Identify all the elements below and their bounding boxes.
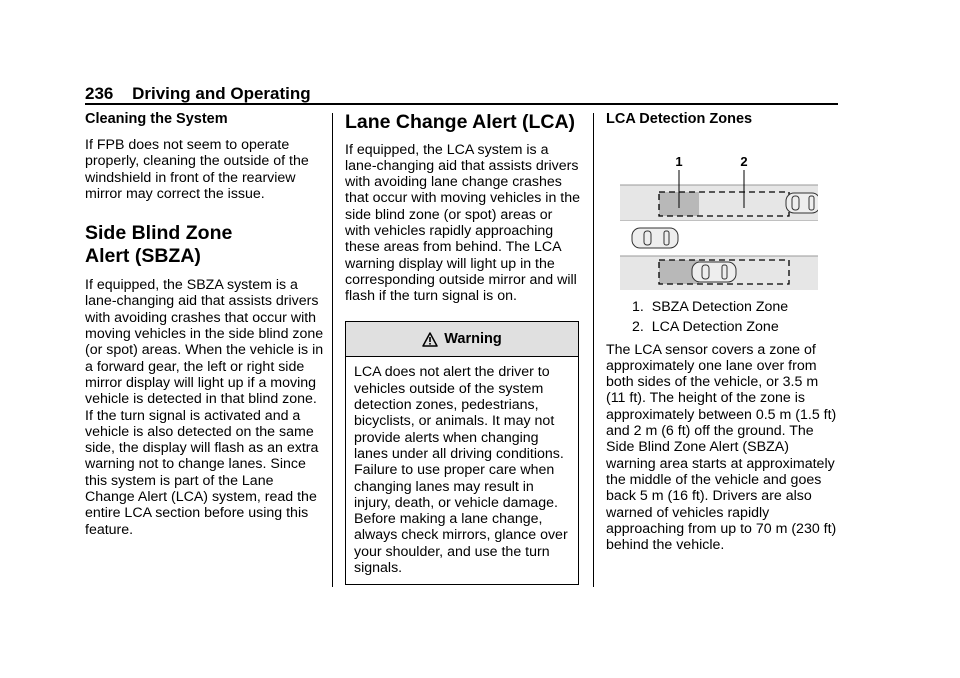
sbza-heading-line2: Alert (SBZA) <box>85 244 201 267</box>
car-top-lane <box>786 193 818 213</box>
callout-2: 2 <box>740 154 748 169</box>
page-number: 236 <box>85 84 114 103</box>
column-divider-2 <box>593 113 594 587</box>
detection-zones-diagram <box>606 146 818 290</box>
zones-legend <box>606 299 841 336</box>
warning-header <box>346 322 578 357</box>
lca-text: If equipped, the LCA system is a lane-changing aid that assists drivers with avoiding lane change crashes that occur with moving vehicles in the side blind zone (or spot) areas or with vehicles rapidly approaching these areas from behind. The LCA warning display will light up in the corresponding outside mirror and will flash if the turn signal is on. <box>345 141 580 305</box>
header-rule <box>85 103 838 105</box>
warning-box <box>345 321 579 585</box>
warning-text: LCA does not alert the driver to vehicles outside of the system detection zones, pedestrians, bicyclists, or animals. It may not provide alerts when changing lanes under all driving conditions. Failure to use proper care when changing lanes may result in injury, death, or vehicle damage. Before making a lane change, always check mirrors, glance over your shoulder, and use the turn signals. <box>354 364 568 577</box>
cleaning-text: If FPB does not seem to operate properly, cleaning the outside of the windshield in front of the rearview mirror may correct the issue. <box>85 137 309 202</box>
detection-zones-svg <box>606 146 818 290</box>
column-1 <box>85 111 325 538</box>
car-host <box>632 228 678 248</box>
lca-heading: Lane Change Alert (LCA) <box>345 111 576 133</box>
column-divider-1 <box>332 113 333 587</box>
cleaning-heading: Cleaning the System <box>85 111 228 127</box>
list-item: 1. SBZA Detection Zone <box>632 299 789 315</box>
warning-title: Warning <box>444 331 502 348</box>
page-header <box>85 84 311 104</box>
callout-1: 1 <box>675 154 683 169</box>
warning-triangle-icon <box>422 332 438 347</box>
sensor-text: The LCA sensor covers a zone of approximately one lane over from both sides of the vehicle, or 3.5 m (11 ft). The height of the zone is approximately between 0.5 m (1.5 ft) and 2 m (6 ft) off the ground. The Side Blind Zone Alert (SBZA) warning area starts at approximately the middle of the vehicle and goes back 5 m (16 ft). Drivers are also warned of vehicles rapidly approaching from up to 70 m (230 ft) behind the vehicle. <box>606 341 837 554</box>
section-title: Driving and Operating <box>132 84 311 103</box>
sbza-heading <box>85 222 325 267</box>
car-bottom-lane <box>692 262 736 282</box>
sbza-heading-line1: Side Blind Zone <box>85 222 233 245</box>
column-3 <box>606 111 841 553</box>
zones-heading: LCA Detection Zones <box>606 111 753 127</box>
column-2 <box>345 111 580 585</box>
list-item: 2. LCA Detection Zone <box>632 319 779 336</box>
sbza-text: If equipped, the SBZA system is a lane-changing aid that assists drivers with avoiding crashes that occur with moving vehicles in the side blind zone (or spot) areas. When the vehicle is in a forward gear, the left or right side mirror display will light up if a moving vehicle is detected in that blind zone. If the turn signal is activated and a vehicle is also detected on the same side, the display will flash as an extra warning not to change lanes. Since this system is part of the Lane Change Alert (LCA) system, read the entire LCA section before using this feature. <box>85 277 324 538</box>
